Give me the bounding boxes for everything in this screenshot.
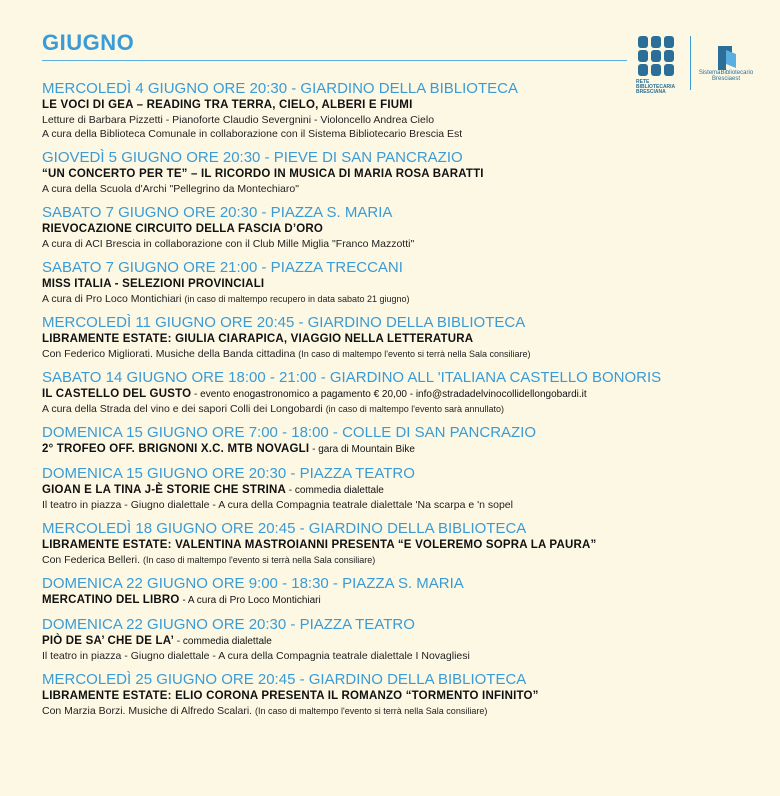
- event-date-place: MERCOLEDÌ 25 GIUGNO ORE 20:45 - GIARDINO DELLA BIBLIOTECA: [42, 671, 527, 688]
- event-title-row: [42, 483, 762, 498]
- event-detail-note: (In caso di maltempo l'evento si terrà nella Sala consiliare): [255, 706, 488, 716]
- event-title: 2° TROFEO OFF. BRIGNONI X.C. MTB NOVAGLI: [42, 443, 310, 455]
- event-title: GIOAN E LA TINA J-È STORIE CHE STRINA: [42, 484, 287, 496]
- event-detail-note: (in caso di maltempo recupero in data sabato 21 giugno): [184, 294, 410, 304]
- event-item: [42, 259, 762, 306]
- event-title: IL CASTELLO DEL GUSTO: [42, 388, 192, 400]
- event-detail-text: Il teatro in piazza - Giugno dialettale - A cura della Compagnia teatrale dialettale 'Na scarpa e 'n sopel: [42, 499, 513, 511]
- event-title: MERCATINO DEL LIBRO: [42, 594, 180, 606]
- event-title-extra: - commedia dialettale: [174, 636, 272, 647]
- sistema-logo-text: SistemaBibliotecario Bresciaest: [698, 70, 754, 82]
- event-title-extra: - commedia dialettale: [286, 485, 384, 496]
- event-title-row: [42, 222, 762, 237]
- event-detail-text: Con Federica Belleri.: [42, 554, 143, 566]
- event-detail-line: [42, 498, 762, 512]
- event-detail-text: Letture di Barbara Pizzetti - Pianoforte Claudio Severgnini - Violoncello Andrea Cielo: [42, 114, 435, 126]
- event-title: LIBRAMENTE ESTATE: VALENTINA MASTROIANNI PRESENTA “E VOLEREMO SOPRA LA PAURA”: [42, 539, 597, 551]
- event-date-place: DOMENICA 15 GIUGNO ORE 20:30 - PIAZZA TEATRO: [42, 465, 415, 482]
- event-item: [42, 204, 762, 251]
- event-item: [42, 616, 762, 663]
- event-date-place: MERCOLEDÌ 4 GIUGNO ORE 20:30 - GIARDINO DELLA BIBLIOTECA: [42, 80, 518, 97]
- event-item: [42, 520, 762, 567]
- event-title-row: [42, 332, 762, 347]
- event-detail-note: (In caso di maltempo l'evento si terrà nella Sala consiliare): [298, 349, 531, 359]
- event-detail-text: A cura della Biblioteca Comunale in collaborazione con il Sistema Bibliotecario Brescia Est: [42, 128, 463, 140]
- event-item: [42, 149, 762, 196]
- event-date-place: MERCOLEDÌ 18 GIUGNO ORE 20:45 - GIARDINO DELLA BIBLIOTECA: [42, 520, 527, 537]
- event-detail-text: Con Marzia Borzi. Musiche di Alfredo Scalari.: [42, 705, 255, 717]
- event-detail-text: A cura di ACI Brescia in collaborazione con il Club Mille Miglia "Franco Mazzotti": [42, 238, 415, 250]
- event-title: PIÒ DE SA’ CHE DE LA’: [42, 635, 175, 647]
- event-date-place: SABATO 7 GIUGNO ORE 20:30 - PIAZZA S. MARIA: [42, 204, 393, 221]
- event-detail-line: [42, 127, 762, 141]
- event-title-row: [42, 98, 762, 113]
- event-title-extra: - evento enogastronomico a pagamento € 20,00 - info@stradadelvinocollidellongobardi.it: [191, 389, 587, 400]
- event-detail-text: A cura della Scuola d'Archi "Pellegrino da Montechiaro": [42, 183, 299, 195]
- event-title: LIBRAMENTE ESTATE: GIULIA CIARAPICA, VIAGGIO NELLA LETTERATURA: [42, 333, 474, 345]
- event-detail-line: [42, 649, 762, 663]
- title-divider: [42, 60, 627, 61]
- event-title-row: [42, 538, 762, 553]
- event-title-row: [42, 689, 762, 704]
- event-detail-line: [42, 237, 762, 251]
- event-title-row: [42, 167, 762, 182]
- event-date-place: SABATO 7 GIUGNO ORE 21:00 - PIAZZA TRECCANI: [42, 259, 403, 276]
- event-title-row: [42, 593, 762, 608]
- event-detail-line: [42, 402, 762, 416]
- event-title-row: [42, 442, 762, 457]
- event-title-extra: - gara di Mountain Bike: [309, 444, 415, 455]
- event-item: [42, 575, 762, 608]
- event-date-place: SABATO 14 GIUGNO ORE 18:00 - 21:00 - GIARDINO ALL 'ITALIANA CASTELLO BONORIS: [42, 369, 662, 386]
- event-detail-note: (in caso di maltempo l'evento sarà annullato): [325, 404, 504, 414]
- event-item: [42, 314, 762, 361]
- event-detail-line: [42, 182, 762, 196]
- event-item: [42, 369, 762, 416]
- event-item: [42, 80, 762, 141]
- event-detail-line: [42, 553, 762, 567]
- event-date-place: DOMENICA 22 GIUGNO ORE 20:30 - PIAZZA TEATRO: [42, 616, 415, 633]
- event-detail-text: Con Federico Migliorati. Musiche della Banda cittadina: [42, 348, 299, 360]
- event-title: LE VOCI DI GEA – READING TRA TERRA, CIELO, ALBERI E FIUMI: [42, 99, 413, 111]
- event-detail-text: A cura della Strada del vino e dei sapori Colli dei Longobardi: [42, 403, 326, 415]
- event-title: “UN CONCERTO PER TE” – IL RICORDO IN MUSICA DI MARIA ROSA BARATTI: [42, 168, 484, 180]
- event-title: MISS ITALIA - SELEZIONI PROVINCIALI: [42, 278, 265, 290]
- event-date-place: GIOVEDÌ 5 GIUGNO ORE 20:30 - PIEVE DI SAN PANCRAZIO: [42, 149, 463, 166]
- event-date-place: DOMENICA 15 GIUGNO ORE 7:00 - 18:00 - COLLE DI SAN PANCRAZIO: [42, 424, 537, 441]
- page-title: GIUGNO: [42, 30, 135, 55]
- event-item: [42, 465, 762, 512]
- events-list: [42, 80, 762, 726]
- event-title-row: [42, 634, 762, 649]
- event-detail-line: [42, 347, 762, 361]
- event-detail-text: Il teatro in piazza - Giugno dialettale - A cura della Compagnia teatrale dialettale I Novagliesi: [42, 650, 470, 662]
- event-item: [42, 424, 762, 457]
- event-title-row: [42, 387, 762, 402]
- rete-logo-text: RETE BIBLIOTECARIA BRESCIANA: [636, 79, 675, 95]
- event-detail-line: [42, 704, 762, 718]
- event-title-row: [42, 277, 762, 292]
- event-title: RIEVOCAZIONE CIRCUITO DELLA FASCIA D’ORO: [42, 223, 324, 235]
- event-detail-note: (In caso di maltempo l'evento si terrà nella Sala consiliare): [142, 555, 376, 565]
- event-item: [42, 671, 762, 718]
- event-detail-line: [42, 292, 762, 306]
- event-title-extra: - A cura di Pro Loco Montichiari: [179, 595, 321, 606]
- event-detail-line: [42, 113, 762, 127]
- event-date-place: MERCOLEDÌ 11 GIUGNO ORE 20:45 - GIARDINO DELLA BIBLIOTECA: [42, 314, 526, 331]
- event-title: LIBRAMENTE ESTATE: ELIO CORONA PRESENTA IL ROMANZO “TORMENTO INFINITO”: [42, 690, 539, 702]
- event-date-place: DOMENICA 22 GIUGNO ORE 9:00 - 18:30 - PIAZZA S. MARIA: [42, 575, 464, 592]
- event-detail-text: A cura di Pro Loco Montichiari: [42, 293, 185, 305]
